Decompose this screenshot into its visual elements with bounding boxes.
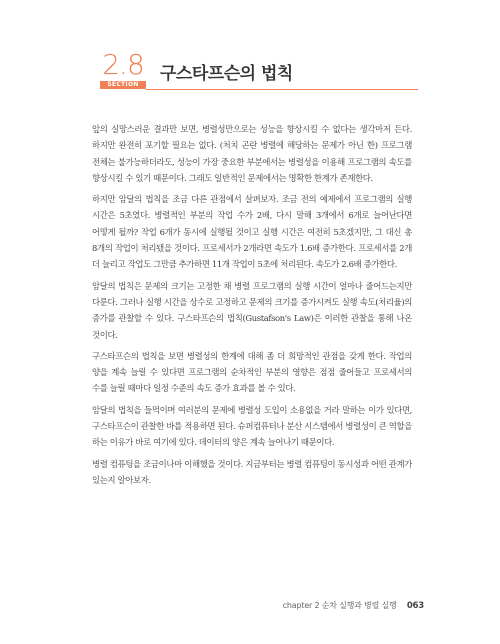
section-tag: SECTION [100,81,146,89]
paragraph-6: 병렬 컴퓨팅을 조금이나마 이해했을 것이다. 지금부터는 병렬 컴퓨팅이 동시성과 어떤 관계가 있는지 알아보자. [92,458,412,485]
paragraph-1: 앞의 실망스러운 결과만 보면, 병렬성만으로는 성능을 향상시킬 수 없다는 생각마저 든다. 하지만 완전히 포기할 필요는 없다. (처치 곤란 병렬에 해당하는 문제가 아닌 한) 프로그램 전체는 불가능하더라도, 성능이 가장 중요한 부분에서는 병렬성을 이용해 프로그램의 속도를 향상시킬 수 있기 때문이다. 그래도 일반적인 문제에서는 명확한 한계가 존재한다. [92,124,412,183]
footer-chapter-title: 순차 실행과 병렬 실행 [321,601,397,610]
section-number: 2.8 [102,48,144,81]
section-title: 구스타프슨의 법칙 [160,64,293,84]
paragraph-5: 암달의 법칙을 들먹이며 여러분의 문제에 병렬성 도입이 소용없을 거라 말하는 이가 있다면, 구스타프슨이 관찰한 바를 적용하면 된다. 슈퍼컴퓨터나 분산 시스템에서 병렬성이 큰 역할을 하는 이유가 바로 여기에 있다. 데이터의 양은 계속 늘어나기 때문이다. [92,404,412,448]
footer-chapter: chapter 2 [282,601,320,610]
paragraph-3: 암달의 법칙은 문제의 크기는 고정한 채 병렬 프로그램의 실행 시간이 얼마나 줄어드는지만 다룬다. 그러나 실행 시간을 상수로 고정하고 문제의 크기를 증가시켜도 실행 속도(처리율)의 증가를 관찰할 수 있다. 구스타프슨의 법칙(Gustafson's Law)은 이러한 관찰을 통해 나온 것이다. [92,280,412,340]
section-rule [146,89,418,90]
paragraph-4: 구스타프슨의 법칙을 보면 병렬성의 한계에 대해 좀 더 희망적인 관점을 갖게 한다. 작업의 양을 계속 늘릴 수 있다면 프로그램의 순차적인 부분의 영향은 점점 줄어들고 프로세서의 수를 늘릴 때마다 일정 수준의 속도 증가 효과를 볼 수 있다. [92,350,412,394]
section-header [100,50,420,90]
body-text [92,121,412,493]
page-footer [283,600,424,611]
paragraph-2: 하지만 암달의 법칙을 조금 다른 관점에서 살펴보자. 조금 전의 예제에서 프로그램의 실행 시간은 5초였다. 병렬적인 부분의 작업 수가 2배, 다시 말해 3개에서 6개로 늘어난다면 어떻게 될까? 작업 6개가 동시에 실행될 것이고 실행 시간은 여전히 5초겠지만, 그 대신 총 8개의 작업이 처리됐을 것이다. 프로세서가 2개라면 속도가 1.6배 증가한다. 프로세서를 2개 더 늘리고 작업도 그만큼 추가하면 11개 작업이 5초에 처리된다. 속도가 2.6배 증가한다. [92,194,412,270]
page-number: 063 [406,601,424,611]
